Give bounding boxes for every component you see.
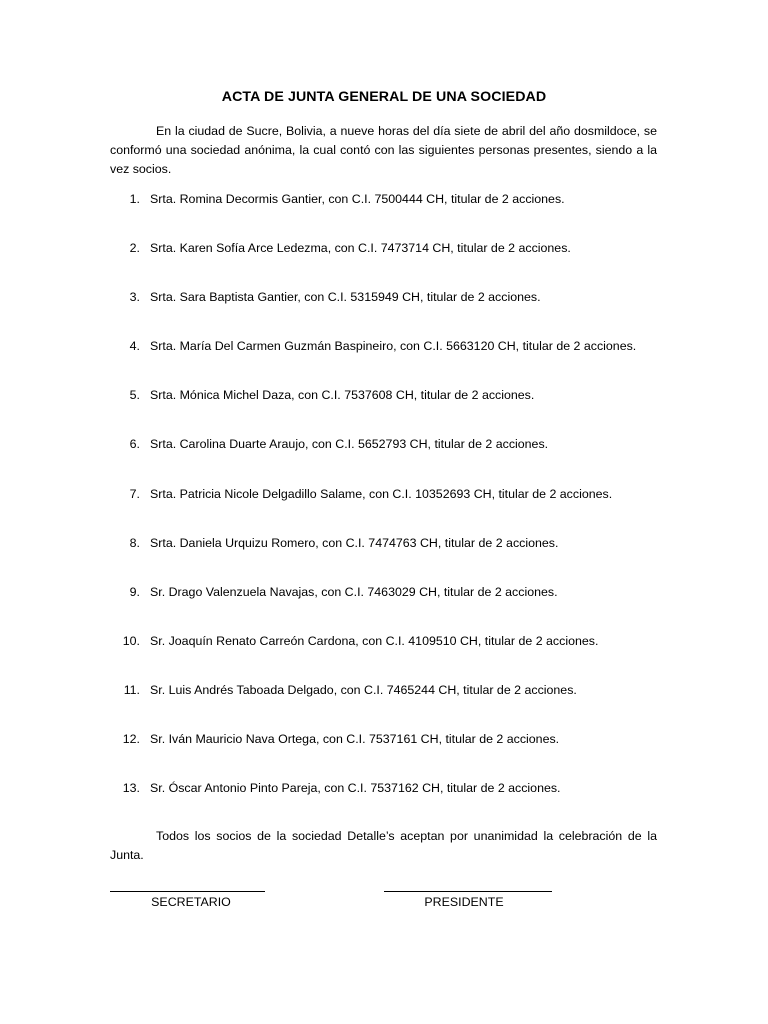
- list-item-text: Srta. Daniela Urquizu Romero, con C.I. 7474763 CH, titular de 2 acciones.: [150, 536, 559, 550]
- list-item: [0, 288, 768, 306]
- list-item-text: Srta. Mónica Michel Daza, con C.I. 7537608 CH, titular de 2 acciones.: [150, 388, 535, 402]
- list-item-number: 1.: [129, 192, 140, 206]
- list-item-text: Sr. Drago Valenzuela Navajas, con C.I. 7463029 CH, titular de 2 acciones.: [150, 585, 558, 599]
- list-item-text: Srta. Karen Sofía Arce Ledezma, con C.I. 7473714 CH, titular de 2 acciones.: [150, 241, 571, 255]
- list-item-number: 11.: [123, 683, 140, 697]
- list-item-number: 4.: [129, 339, 140, 353]
- list-item: [0, 190, 768, 208]
- list-item-text: Srta. Sara Baptista Gantier, con C.I. 5315949 CH, titular de 2 acciones.: [150, 290, 541, 304]
- list-item-number: 3.: [129, 290, 140, 304]
- president-label: PRESIDENTE: [424, 895, 504, 909]
- list-item-text: Sr. Joaquín Renato Carreón Cardona, con C.I. 4109510 CH, titular de 2 acciones.: [150, 634, 599, 648]
- list-item: [0, 485, 768, 503]
- list-item-text: Sr. Luis Andrés Taboada Delgado, con C.I. 7465244 CH, titular de 2 acciones.: [150, 683, 577, 697]
- list-item: [0, 730, 768, 748]
- closing-paragraph: Todos los socios de la sociedad Detalle’s aceptan por unanimidad la celebración de la Junta.: [110, 829, 657, 862]
- list-item-text: Srta. Romina Decormis Gantier, con C.I. 7500444 CH, titular de 2 acciones.: [150, 192, 565, 206]
- list-item-number: 8.: [129, 536, 140, 550]
- list-item-number: 5.: [129, 388, 140, 402]
- list-item-text: Srta. Carolina Duarte Araujo, con C.I. 5652793 CH, titular de 2 acciones.: [150, 437, 549, 451]
- list-item: [0, 239, 768, 257]
- list-item: [0, 632, 768, 650]
- list-item-number: 2.: [129, 241, 140, 255]
- list-item-number: 9.: [129, 585, 140, 599]
- list-item-number: 12.: [122, 732, 140, 746]
- secretary-signature-line: [110, 891, 265, 892]
- list-item-text: Sr. Iván Mauricio Nava Ortega, con C.I. 7537161 CH, titular de 2 acciones.: [150, 732, 560, 746]
- list-item-text: Srta. María Del Carmen Guzmán Baspineiro, con C.I. 5663120 CH, titular de 2 acciones.: [150, 339, 637, 353]
- list-item: [0, 435, 768, 453]
- document-title: ACTA DE JUNTA GENERAL DE UNA SOCIEDAD: [221, 89, 547, 105]
- list-item: [0, 583, 768, 601]
- list-item-number: 7.: [129, 487, 140, 501]
- president-signature-line: [384, 891, 552, 892]
- list-item: [0, 534, 768, 552]
- list-item: [0, 779, 768, 797]
- list-item-number: 10.: [122, 634, 140, 648]
- list-item-text: Sr. Óscar Antonio Pinto Pareja, con C.I. 7537162 CH, titular de 2 acciones.: [150, 781, 561, 795]
- list-item: [0, 337, 768, 355]
- secretary-label: SECRETARIO: [151, 895, 231, 909]
- list-item-text: Srta. Patricia Nicole Delgadillo Salame, con C.I. 10352693 CH, titular de 2 acciones.: [150, 487, 613, 501]
- list-item-number: 13.: [122, 781, 140, 795]
- intro-paragraph: En la ciudad de Sucre, Bolivia, a nueve horas del día siete de abril del año dosmildoce, se conformó una sociedad anónima, la cual contó con las siguientes personas presentes, siendo a la vez socios.: [110, 124, 657, 176]
- list-item: [0, 681, 768, 699]
- list-item: [0, 386, 768, 404]
- list-item-number: 6.: [129, 437, 140, 451]
